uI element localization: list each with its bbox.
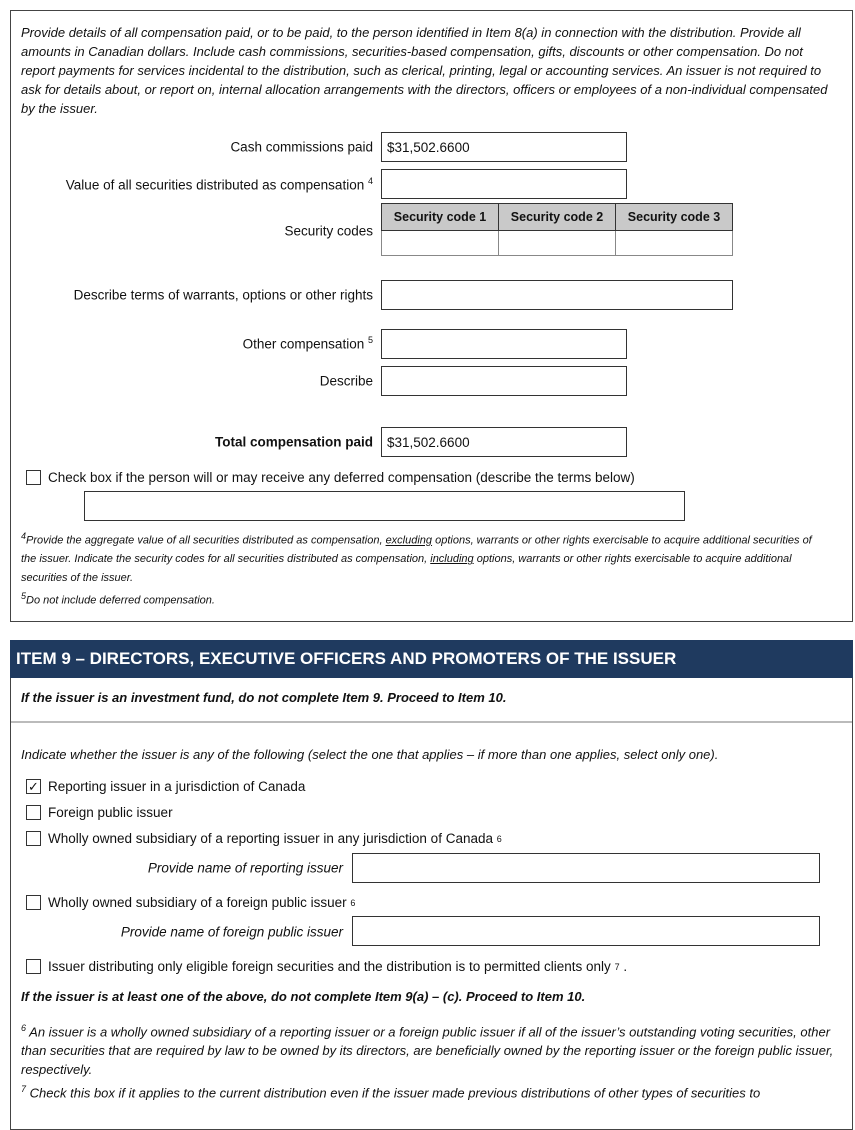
total-label: Total compensation paid — [214, 434, 373, 450]
security-code-2-cell[interactable] — [499, 231, 616, 256]
footnote-6 — [21, 1019, 836, 1079]
security-code-1-cell[interactable] — [382, 231, 499, 256]
describe-label: Describe — [319, 373, 373, 389]
fn4-including: including — [430, 553, 474, 566]
foreign-issuer-name-input[interactable] — [352, 916, 820, 946]
cash-commissions-input[interactable] — [381, 132, 627, 162]
option-subsidiary-reporting-checkbox[interactable] — [26, 831, 41, 846]
footnote-ref: 5 — [367, 334, 373, 345]
deferred-checkbox-label: Check box if the person will or may receive any deferred compensation (describe the terms below) — [48, 470, 635, 485]
warrants-label: Describe terms of warrants, options or other rights — [73, 287, 373, 303]
security-codes-label: Security codes — [284, 223, 373, 239]
option-reporting-issuer-label: Reporting issuer in a jurisdiction of Canada — [48, 779, 306, 794]
footnote-ref: 5 — [21, 591, 27, 601]
describe-input[interactable] — [381, 366, 627, 396]
option-foreign-public-issuer-checkbox[interactable] — [26, 805, 41, 820]
security-code-1-header: Security code 1 — [382, 204, 499, 231]
option-subsidiary-foreign-checkbox[interactable] — [26, 895, 41, 910]
fn6-text: An issuer is a wholly owned subsidiary of a reporting issuer or a foreign public issuer if all of the issuer’s outstanding voting securities, other than securities that are required by law to be owned by its directors, are beneficially owned by the reporting issuer or the foreign public issuer, respectively. — [21, 1024, 834, 1078]
option-text: Issuer distributing only eligible foreign securities and the distribution is to permitted clients only — [48, 959, 611, 974]
reporting-issuer-name-input[interactable] — [352, 853, 820, 883]
footnote-ref: 7 — [21, 1084, 27, 1094]
security-code-3-header: Security code 3 — [616, 204, 733, 231]
footnote-ref: 6 — [21, 1023, 27, 1033]
option-suffix: . — [623, 959, 628, 974]
securities-value-input[interactable] — [381, 169, 627, 199]
security-code-2-header: Security code 2 — [499, 204, 616, 231]
option-text: Wholly owned subsidiary of a reporting issuer in any jurisdiction of Canada — [48, 831, 493, 846]
security-code-3-cell[interactable] — [616, 231, 733, 256]
option-reporting-issuer-checkbox[interactable]: ✓ — [26, 779, 41, 794]
footnote-ref: 4 — [367, 175, 373, 186]
securities-value-label — [66, 176, 373, 193]
total-value: $31,502.6600 — [387, 434, 470, 450]
divider — [11, 721, 852, 723]
indicate-instruction: Indicate whether the issuer is any of the following (select the one that applies – if more than one applies, select only one). — [21, 747, 719, 762]
footnote-ref: 6 — [496, 833, 502, 844]
item9-header — [10, 640, 853, 678]
warrants-input[interactable] — [381, 280, 733, 310]
option-eligible-foreign-label — [48, 958, 627, 975]
securities-value-text: Value of all securities distributed as compensation — [65, 177, 365, 193]
fn5-text: Do not include deferred compensation. — [26, 594, 215, 607]
cash-label: Cash commissions paid — [230, 139, 373, 155]
deferred-checkbox[interactable] — [26, 470, 41, 485]
other-compensation-text: Other compensation — [242, 336, 365, 352]
option-subsidiary-foreign-label — [48, 894, 355, 911]
total-compensation-input[interactable] — [381, 427, 627, 457]
option-subsidiary-reporting-label — [48, 830, 502, 847]
footnote-4 — [21, 527, 821, 587]
option-foreign-public-issuer-label: Foreign public issuer — [48, 805, 173, 820]
foreign-name-label: Provide name of foreign public issuer — [120, 924, 343, 940]
cash-value: $31,502.6600 — [387, 139, 470, 155]
fn4-text-b: options, warrants or other rights exercisable to acquire additional securities of the issuer. Indicate the security codes for all securities distributed as compensation, — [21, 534, 812, 566]
fn4-text-a: Provide the aggregate value of all securities distributed as compensation, — [26, 534, 386, 547]
proceed-note: If the issuer is at least one of the above, do not complete Item 9(a) – (c). Proceed to Item 10. — [21, 989, 586, 1004]
other-compensation-input[interactable] — [381, 329, 627, 359]
other-compensation-label — [243, 335, 373, 352]
option-eligible-foreign-checkbox[interactable] — [26, 959, 41, 974]
option-text: Wholly owned subsidiary of a foreign public issuer — [48, 895, 347, 910]
footnote-ref: 7 — [614, 961, 620, 972]
footnote-ref: 4 — [21, 531, 27, 541]
footnote-7 — [21, 1080, 851, 1102]
fn4-text-c: options, warrants or other rights exercisable to acquire additional securities of the issuer. — [21, 553, 792, 584]
deferred-terms-input[interactable] — [84, 491, 685, 521]
security-codes-table — [381, 203, 733, 256]
fn4-excluding: excluding — [385, 534, 433, 547]
reporting-name-label: Provide name of reporting issuer — [147, 860, 343, 876]
compensation-intro: Provide details of all compensation paid, or to be paid, to the person identified in Item 8(a) in connection with the distribution. Provide all amounts in Canadian dollars. Include cash commissions, securities-based compensation, gifts, discounts or other compensation. Do not report payments for services incidental to the distribution, such as clerical, printing, legal or accounting services. An issuer is not required to ask for details about, or report on, internal allocation arrangements with the directors, officers or employees of a non-individual compensated by the issuer. — [21, 25, 828, 116]
item9-title: ITEM 9 – DIRECTORS, EXECUTIVE OFFICERS AND PROMOTERS OF THE ISSUER — [16, 649, 677, 668]
footnote-5 — [21, 587, 215, 610]
footnote-ref: 6 — [350, 897, 356, 908]
fn7-text: Check this box if it applies to the current distribution even if the issuer made previous distributions of other types of securities to — [29, 1085, 761, 1101]
fund-note: If the issuer is an investment fund, do not complete Item 9. Proceed to Item 10. — [21, 690, 507, 705]
